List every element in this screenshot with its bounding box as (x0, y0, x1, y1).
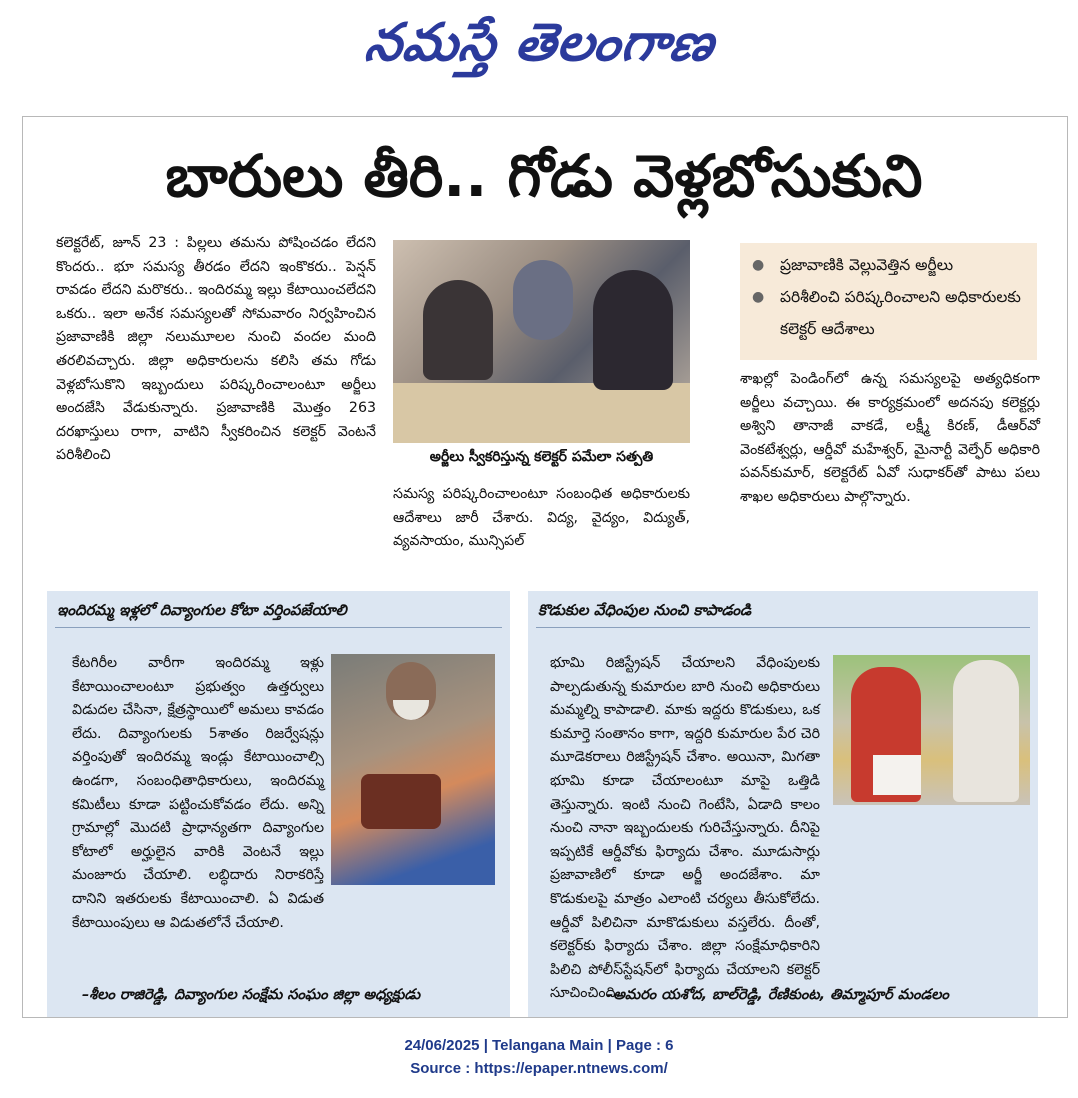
headline: బారులు తీరి.. గోడు వెళ్లబోసుకుని (165, 142, 923, 210)
photo-person-shape (423, 280, 493, 380)
photo-man-shape (953, 660, 1019, 802)
collector-photo (393, 240, 690, 443)
story-text: సమస్య పరిష్కరించాలంటూ సంబంధిత అధికారులకు ఆదేశాలు జారీ చేశారు. విద్య, వైద్యం, విద్యుత్, వ్యవసాయం, మున్సిపల్ (393, 486, 690, 550)
photo-paper-shape (873, 755, 921, 795)
sidebar-signature: –శీలం రాజిరెడ్డి, దివ్యాంగుల సంక్షేమ సంఘం జిల్లా అధ్యక్షుడు (82, 987, 421, 1003)
masthead (0, 0, 1078, 100)
sidebar-text: కేటగిరీల వారీగా ఇందిరమ్మ ఇళ్లు కేటాయించాలంటూ ప్రభుత్వం ఉత్తర్వులు విడుదల చేసినా, క్షేత్రస్థాయిలో అమలు కావడం లేదు. దివ్యాంగులకు 5శాతం రిజర్వేషన్లు వర్తింపుతో ఇందిరమ్మ ఇండ్లు కేటాయించాల్సి ఉండగా, సంబంధితాధికారులు, ఇందిరమ్మ కమిటీలు కూడా పట్టించుకోవడం లేదు. అన్ని గ్రామాల్లో మొదటి ప్రాధాన్యతగా దివ్యాంగుల కోటాలో అర్హులైన వారికి వెంటనే ఇల్లు మంజూరు చేయాలి. లబ్ధిదారు నిరాకరిస్తే దానిని ఇతరులకు కేటాయించాలి. ఏ విడుత కేటాయింపులు ఆ విడుతలోనే చేయాలి. (72, 655, 324, 931)
story-text: కలెక్టరేట్, జూన్ 23 : పిల్లలు తమను పోషించడం లేదని కొందరు.. భూ సమస్య తీరడం లేదని ఇంకొకరు.. పెన్షన్ రావడం లేదని మరొకరు.. ఇందిరమ్మ ఇల్లు కేటాయించలేదని ఒకరు.. ఇలా అనేక సమస్యలతో సోమవారం నిర్వహించిన ప్రజావాణికి జిల్లా నలుమూలల నుంచి వందల మంది తరలివచ్చారు. జిల్లా అధికారులను కలిసి తమ గోడు వెళ్లబోసుకొని ఇబ్బందులు పరిష్కరించాలంటూ అర్జీలు అందజేసి వేడుకున్నారు. ప్రజావాణికి మొత్తం 263 దరఖాస్తులు రాగా, వాటిని స్వీకరించిన కలెక్టర్ వెంటనే పరిశీలించి (56, 235, 376, 464)
story-column-1 (56, 232, 376, 468)
photo-person-shape (593, 270, 673, 390)
photo-caption: అర్జీలు స్వీకరిస్తున్న కలెక్టర్ పమేలా సత్పతి (429, 449, 654, 465)
sidebar-signature: –అమరం యశోద, బాల్‌రెడ్డి, రేణికుంట, తిమ్మాపూర్ మండలం (606, 987, 949, 1003)
highlights-box (740, 243, 1037, 360)
sidebar-title: ఇందిరమ్మ ఇళ్లలో దివ్యాంగుల కోటా వర్తింపజేయాలి (57, 601, 347, 619)
highlight-item: ● ప్రజావాణికి వెల్లువెత్తిన అర్జీలు (780, 249, 1031, 281)
bullet-icon: ● (752, 257, 765, 273)
story-column-3 (740, 368, 1040, 510)
sidebar-text: భూమి రిజిస్ట్రేషన్ చేయాలని వేధింపులకు పాల్పడుతున్న కుమారుల బారి నుంచి అధికారులు మమ్మల్ని కాపాడాలి. మాకు ఇద్దరు కొడుకులు, ఒక కుమార్తె సంతానం కాగా, ఇద్దరి కుమారుల పేర చెరి మూడెకరాలు రిజిస్ట్రేషన్ చేశాం. అయినా, మిగతా భూమి కూడా చేయాలంటూ మాపై ఒత్తిడి తెస్తున్నారు. ఇంటి నుంచి గెంటేసి, ఏడాది కాలం నుంచి నానా ఇబ్బందులకు గురిచేస్తున్నారు. దీనిపై ఇప్పటికే ఆర్డీవోకు ఫిర్యాదు చేశాం. మూడుసార్లు ప్రజావాణిలో కూడా అర్జీ అందజేశాం. మా కొడుకులపై మాత్రం ఎలాంటి చర్యలు తీసుకోలేదు. ఆర్డీవో పిలిచినా మాకొడుకులు వస్తలేరు. దీంతో, కలెక్టర్‌కు ఫిర్యాదు చేశాం. జిల్లా సంక్షేమాధికారిని పిలిచి పోలీస్‌స్టేషన్‌లో ఫిర్యాదు చేయాలని కలెక్టర్ సూచించింది. (550, 655, 820, 1002)
sidebar-title: కొడుకుల వేధింపుల నుంచి కాపాడండి (538, 601, 752, 619)
photo-desk-shape (393, 383, 690, 443)
footer-source-link[interactable]: Source : https://epaper.ntnews.com/ (410, 1060, 668, 1077)
photo-person-shape (513, 260, 573, 340)
story-column-2 (393, 483, 690, 554)
newspaper-logo: నమస్తే తెలంగాణ (361, 13, 719, 73)
disabled-man-photo (331, 654, 495, 885)
divider (536, 627, 1030, 628)
story-text: శాఖల్లో పెండింగ్‌లో ఉన్న సమస్యలపై అత్యధికంగా అర్జీలు వచ్చాయి. ఈ కార్యక్రమంలో అదనపు కలెక్టర్లు అశ్విని తానాజీ వాకడే, లక్ష్మీ కిరణ్, డీఆర్‌వో వెంకటేశ్వర్లు, ఆర్డీవో మహేశ్వర్, మైనార్టీ వెల్ఫేర్ అధికారి పవన్‌కుమార్, కలెక్టరేట్ ఏవో సుధాకర్‌తో పాటు పలు శాఖల అధికారులు పాల్గొన్నారు. (740, 371, 1040, 505)
elderly-couple-photo (833, 655, 1030, 805)
bullet-icon: ● (752, 289, 765, 305)
divider (55, 627, 502, 628)
footer-date-line: 24/06/2025 | Telangana Main | Page : 6 (404, 1037, 674, 1054)
photo-bag-shape (361, 774, 441, 829)
highlight-item: ● పరిశీలించి పరిష్కరించాలని అధికారులకు కలెక్టర్ ఆదేశాలు (780, 281, 1031, 345)
